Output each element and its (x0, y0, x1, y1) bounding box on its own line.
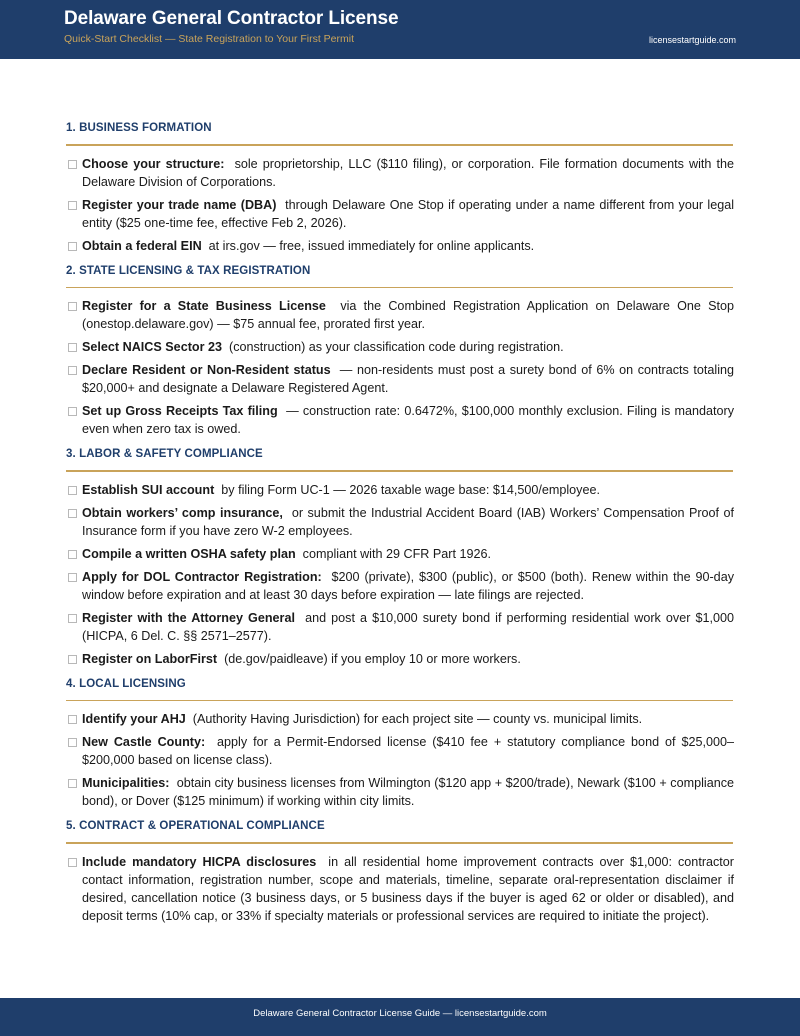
checkbox[interactable] (68, 655, 77, 664)
checkbox[interactable] (68, 738, 77, 747)
checklist-item (66, 609, 734, 645)
checklist-item (66, 853, 734, 925)
section-divider (66, 842, 733, 844)
checkbox[interactable] (68, 509, 77, 518)
item-heading: Select NAICS Sector 23 (82, 340, 222, 354)
checklist-item (66, 650, 734, 668)
section-title: 4. LOCAL LICENSING (66, 677, 186, 690)
item-text: in all residential home improvement contracts over $1,000: contractor contact information, registration number, scope and materials, timeline, separate oral-representation disclaimer if desired, cancellation notice (3 business days, or 5 business days if the buyer is aged 62 or older or disabled), and deposit terms (10% cap, or 33% if specialty materials or professional services are required to initiate the project). (82, 854, 735, 923)
page-header (0, 0, 800, 59)
checklist-section (66, 122, 734, 255)
checklist-item (66, 733, 734, 769)
checklist-section (66, 448, 734, 668)
checklist-item (66, 402, 734, 438)
checklist-item (66, 361, 734, 397)
header-site-link[interactable]: licensestartguide.com (648, 35, 736, 45)
item-heading: Municipalities: (82, 776, 170, 790)
item-text: at irs.gov — free, issued immediately for online applicants. (208, 238, 535, 253)
checkbox[interactable] (68, 779, 77, 788)
item-heading: Establish SUI account (82, 482, 215, 497)
checkbox[interactable] (68, 573, 77, 582)
checklist-item (66, 710, 734, 728)
checklist-item (66, 196, 734, 232)
footer-text: Delaware General Contractor License Guide — licensestartguide.com (253, 1008, 547, 1019)
checklist-item (66, 237, 734, 255)
checkbox[interactable] (68, 486, 77, 495)
section-title: 2. STATE LICENSING & TAX REGISTRATION (66, 264, 311, 277)
item-text: compliant with 29 CFR Part 1926. (302, 546, 491, 561)
checklist-section (66, 678, 734, 811)
item-text: — construction rate: 0.6472%, $100,000 monthly exclusion. Filing is mandatory even when zero tax is owed. (82, 404, 735, 436)
checkbox[interactable] (68, 343, 77, 352)
item-heading: Set up Gross Receipts Tax filing (82, 404, 278, 418)
checklist-item (66, 155, 734, 191)
item-text: obtain city business licenses from Wilmington ($120 app + $200/trade), Newark ($100 + compliance bond), or Dover ($125 minimum) if working within city limits. (82, 776, 735, 808)
page-footer (0, 998, 800, 1036)
item-heading: Declare Resident or Non-Resident status (82, 363, 331, 377)
checkbox[interactable] (68, 550, 77, 559)
item-heading: Identify your AHJ (82, 712, 186, 726)
item-text: — non-residents must post a surety bond of 6% on contracts totaling $20,000+ and designate a Delaware Registered Agent. (82, 363, 735, 395)
item-text: (construction) as your classification code during registration. (229, 340, 564, 354)
page-subtitle: Quick-Start Checklist — State Registration to Your First Permit (64, 33, 355, 45)
section-title: 1. BUSINESS FORMATION (66, 122, 212, 134)
item-text: (de.gov/paidleave) if you employ 10 or more workers. (224, 651, 521, 666)
item-heading: Register on LaborFirst (82, 651, 218, 666)
checklist-item (66, 568, 734, 604)
checklist-section (66, 820, 734, 925)
item-heading: Obtain a federal EIN (82, 238, 202, 253)
item-heading: Register your trade name (DBA) (82, 197, 277, 212)
checkbox[interactable] (68, 614, 77, 623)
checkbox[interactable] (68, 366, 77, 375)
checkbox[interactable] (68, 201, 77, 210)
item-heading: Compile a written OSHA safety plan (82, 546, 296, 561)
checklist-item (66, 297, 734, 333)
checklist-item (66, 481, 734, 499)
checkbox[interactable] (68, 858, 77, 867)
checklist-section (66, 265, 734, 439)
checkbox[interactable] (68, 715, 77, 724)
section-divider (66, 144, 733, 146)
item-text: by filing Form UC-1 — 2026 taxable wage base: $14,500/employee. (221, 482, 600, 497)
checklist-item (66, 774, 734, 810)
section-title: 5. CONTRACT & OPERATIONAL COMPLIANCE (66, 820, 325, 832)
item-text: sole proprietorship, LLC ($110 filing), or corporation. File formation documents with the Delaware Division of Corporations. (82, 156, 734, 189)
item-text: through Delaware One Stop if operating under a name different from your legal entity ($25 one-time fee, effective Feb 2, 2026). (82, 197, 735, 230)
checkbox[interactable] (68, 407, 77, 416)
page-title: Delaware General Contractor License (64, 8, 399, 29)
section-divider (66, 470, 733, 472)
item-heading: Register for a State Business License (82, 299, 326, 313)
checklist-item (66, 338, 734, 356)
item-text: via the Combined Registration Application on Delaware One Stop (onestop.delaware.gov) — $75 annual fee, prorated first year. (82, 299, 735, 331)
item-text: or submit the Industrial Accident Board (IAB) Workers’ Compensation Proof of Insurance form if you have zero W-2 employees. (82, 505, 735, 538)
item-heading: New Castle County: (82, 735, 206, 749)
item-text: apply for a Permit-Endorsed license ($410 fee + statutory compliance bond of $25,000–$200,000 based on license class). (82, 735, 734, 767)
checklist-content (66, 122, 734, 930)
item-heading: Include mandatory HICPA disclosures (82, 854, 317, 869)
checkbox[interactable] (68, 160, 77, 169)
section-title: 3. LABOR & SAFETY COMPLIANCE (66, 448, 263, 460)
item-heading: Choose your structure: (82, 156, 225, 171)
checkbox[interactable] (68, 302, 77, 311)
checklist-item (66, 504, 734, 540)
section-divider (66, 287, 733, 289)
checklist-item (66, 545, 734, 563)
section-divider (66, 700, 733, 702)
item-heading: Obtain workers’ comp insurance, (82, 505, 283, 520)
item-heading: Apply for DOL Contractor Registration: (82, 569, 322, 584)
item-heading: Register with the Attorney General (82, 610, 295, 625)
checkbox[interactable] (68, 242, 77, 251)
item-text: and post a $10,000 surety bond if performing residential work over $1,000 (HICPA, 6 Del. C. §§ 2571–2577). (82, 610, 734, 643)
item-text: (Authority Having Jurisdiction) for each project site — county vs. municipal limits. (192, 712, 643, 726)
item-text: $200 (private), $300 (public), or $500 (both). Renew within the 90-day window before expiration and at least 30 days before expiration — late filings are rejected. (82, 569, 734, 602)
